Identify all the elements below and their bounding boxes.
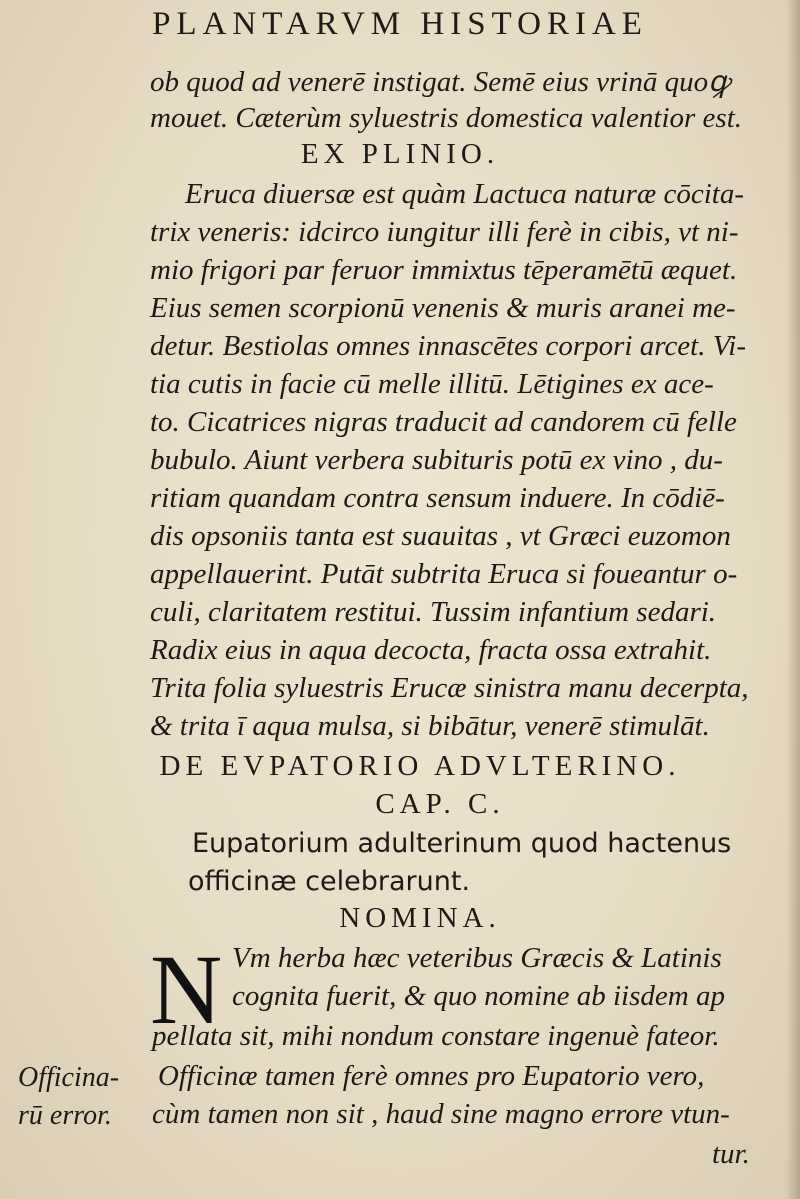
margin-note: Officina- <box>18 1062 120 1093</box>
drop-cap: N <box>150 934 223 1045</box>
text-line: detur. Bestiolas omnes innascētes corpori arcet. Vi- <box>150 330 747 362</box>
text-line: appellauerint. Putāt subtrita Eruca si foueantur o- <box>150 558 738 590</box>
text-line: Eruca diuersæ est quàm Lactuca naturæ cōcita- <box>185 178 745 210</box>
text-line: & trita ī aqua mulsa, si bibātur, venerē stimulāt. <box>150 710 710 742</box>
intro-line: officinæ celebrarunt. <box>188 866 471 897</box>
page-edge-shadow <box>786 0 800 1199</box>
text-line: culi, claritatem restitui. Tussim infantium sedari. <box>150 596 717 628</box>
text-line: Trita folia syluestris Erucæ sinistra manu decerpta, <box>150 672 749 704</box>
text-line: Eius semen scorpionū venenis & muris aranei me- <box>150 292 736 324</box>
text-line: mouet. Cæterùm syluestris domestica valentior est. <box>150 102 743 134</box>
running-head: PLANTARVM HISTORIAE <box>152 6 648 42</box>
text-line: tia cutis in facie cū melle illitū. Lētigines ex ace- <box>150 368 714 400</box>
margin-note: rū error. <box>18 1100 112 1131</box>
text-line: Officinæ tamen ferè omnes pro Eupatorio vero, <box>158 1060 705 1092</box>
section-heading-nomina: NOMINA. <box>339 902 501 934</box>
text-line: pellata sit, mihi nondum constare ingenuè fateor. <box>152 1020 720 1052</box>
text-line: trix veneris: idcirco iungitur illi ferè in cibis, vt ni- <box>150 216 739 248</box>
text-line: to. Cicatrices nigras traducit ad candorem cū felle <box>150 406 737 438</box>
text-line: mio frigori par feruor immixtus tēperamētū æquet. <box>150 254 738 286</box>
section-heading-ex-plinio: EX PLINIO. <box>300 138 500 170</box>
text-line: tur. <box>712 1138 750 1170</box>
text-line: Vm herba hæc veteribus Græcis & Latinis <box>232 942 722 974</box>
text-line: cùm tamen non sit , haud sine magno errore vtun- <box>152 1098 730 1130</box>
text-line: ob quod ad venerē instigat. Semē eius vrinā quoꝙ <box>150 66 730 98</box>
text-line: bubulo. Aiunt verbera subituris potū ex vino , du- <box>150 444 723 476</box>
chapter-number: CAP. C. <box>375 788 505 820</box>
text-line: Radix eius in aqua decocta, fracta ossa extrahit. <box>150 634 712 666</box>
text-line: ritiam quandam contra sensum induere. In cōdiē- <box>150 482 725 514</box>
text-line: dis opsoniis tanta est suauitas , vt Græci euzomon <box>150 520 731 552</box>
intro-line: Eupatorium adulterinum quod hactenus <box>192 828 732 859</box>
chapter-title: DE EVPATORIO ADVLTERINO. <box>159 750 681 782</box>
text-line: cognita fuerit, & quo nomine ab iisdem ap <box>232 980 725 1012</box>
